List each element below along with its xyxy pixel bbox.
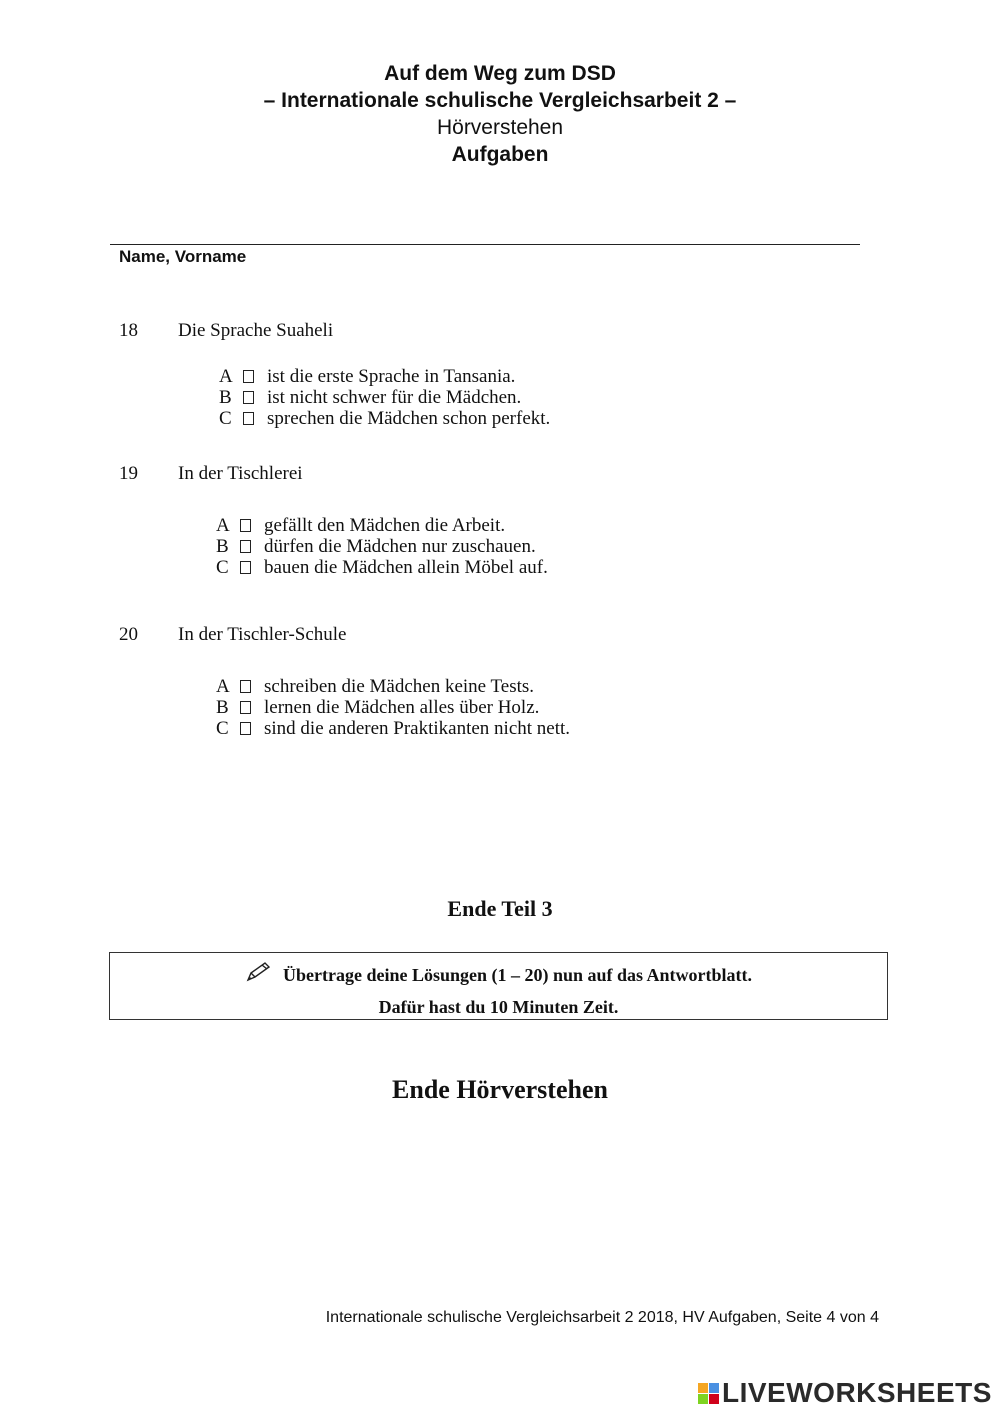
option-b[interactable] (216, 536, 548, 557)
option-letter: A (216, 676, 230, 697)
option-text: dürfen die Mädchen nur zuschauen. (264, 536, 536, 557)
checkbox-icon[interactable] (240, 680, 251, 693)
option-text: sprechen die Mädchen schon perfekt. (267, 408, 551, 429)
end-part-heading: Ende Teil 3 (447, 896, 553, 921)
end-section-heading: Ende Hörverstehen (392, 1075, 608, 1104)
instruction-line-1: Übertrage deine Lösungen (1 – 20) nun auf das Antwortblatt. (282, 965, 753, 985)
option-letter: B (216, 536, 229, 557)
option-text: ist die erste Sprache in Tansania. (267, 366, 516, 387)
option-b[interactable] (219, 387, 550, 408)
option-a[interactable] (216, 515, 548, 536)
question-number: 18 (119, 320, 138, 341)
question-stem: In der Tischler-Schule (178, 624, 347, 645)
page-footer: Internationale schulische Vergleichsarbeit 2 2018, HV Aufgaben, Seite 4 von 4 (325, 1309, 879, 1326)
document-title: Auf dem Weg zum DSD (384, 62, 616, 85)
option-letter: A (219, 366, 233, 387)
checkbox-icon[interactable] (240, 540, 251, 553)
option-list (219, 366, 550, 429)
option-text: ist nicht schwer für die Mädchen. (267, 387, 522, 408)
checkbox-icon[interactable] (240, 561, 251, 574)
option-text: sind die anderen Praktikanten nicht nett. (264, 718, 571, 739)
checkbox-icon[interactable] (243, 412, 254, 425)
option-a[interactable] (216, 676, 570, 697)
checkbox-icon[interactable] (243, 370, 254, 383)
pencil-icon (245, 961, 271, 989)
option-c[interactable] (219, 408, 550, 429)
option-text: schreiben die Mädchen keine Tests. (264, 676, 535, 697)
brand-logo-icon (698, 1383, 719, 1404)
checkbox-icon[interactable] (240, 722, 251, 735)
instruction-line-2: Dafür hast du 10 Minuten Zeit. (378, 997, 619, 1017)
option-c[interactable] (216, 718, 570, 739)
checkbox-icon[interactable] (243, 391, 254, 404)
part-title: Aufgaben (451, 143, 549, 166)
name-label: Name, Vorname (119, 247, 247, 266)
checkbox-icon[interactable] (240, 519, 251, 532)
option-letter: C (216, 557, 229, 578)
section-title: Hörverstehen (436, 116, 564, 139)
option-letter: B (216, 697, 229, 718)
instruction-box (109, 952, 888, 1020)
name-line[interactable] (110, 244, 860, 245)
option-letter: C (216, 718, 229, 739)
document-header (0, 60, 1000, 168)
question-number: 19 (119, 463, 138, 484)
option-b[interactable] (216, 697, 570, 718)
checkbox-icon[interactable] (240, 701, 251, 714)
option-list (216, 676, 570, 739)
option-text: lernen die Mädchen alles über Holz. (264, 697, 540, 718)
liveworksheets-logo[interactable] (698, 1377, 992, 1409)
option-list (216, 515, 548, 578)
brand-name: LIVEWORKSHEETS (722, 1377, 992, 1408)
question-stem: Die Sprache Suaheli (178, 320, 334, 341)
question-number: 20 (119, 624, 138, 645)
option-text: bauen die Mädchen allein Möbel auf. (264, 557, 548, 578)
option-letter: B (219, 387, 232, 408)
option-a[interactable] (219, 366, 550, 387)
option-letter: A (216, 515, 230, 536)
option-text: gefällt den Mädchen die Arbeit. (264, 515, 506, 536)
question-stem: In der Tischlerei (178, 463, 303, 484)
option-letter: C (219, 408, 232, 429)
option-c[interactable] (216, 557, 548, 578)
document-subtitle: – Internationale schulische Vergleichsarbeit 2 – (263, 89, 737, 112)
